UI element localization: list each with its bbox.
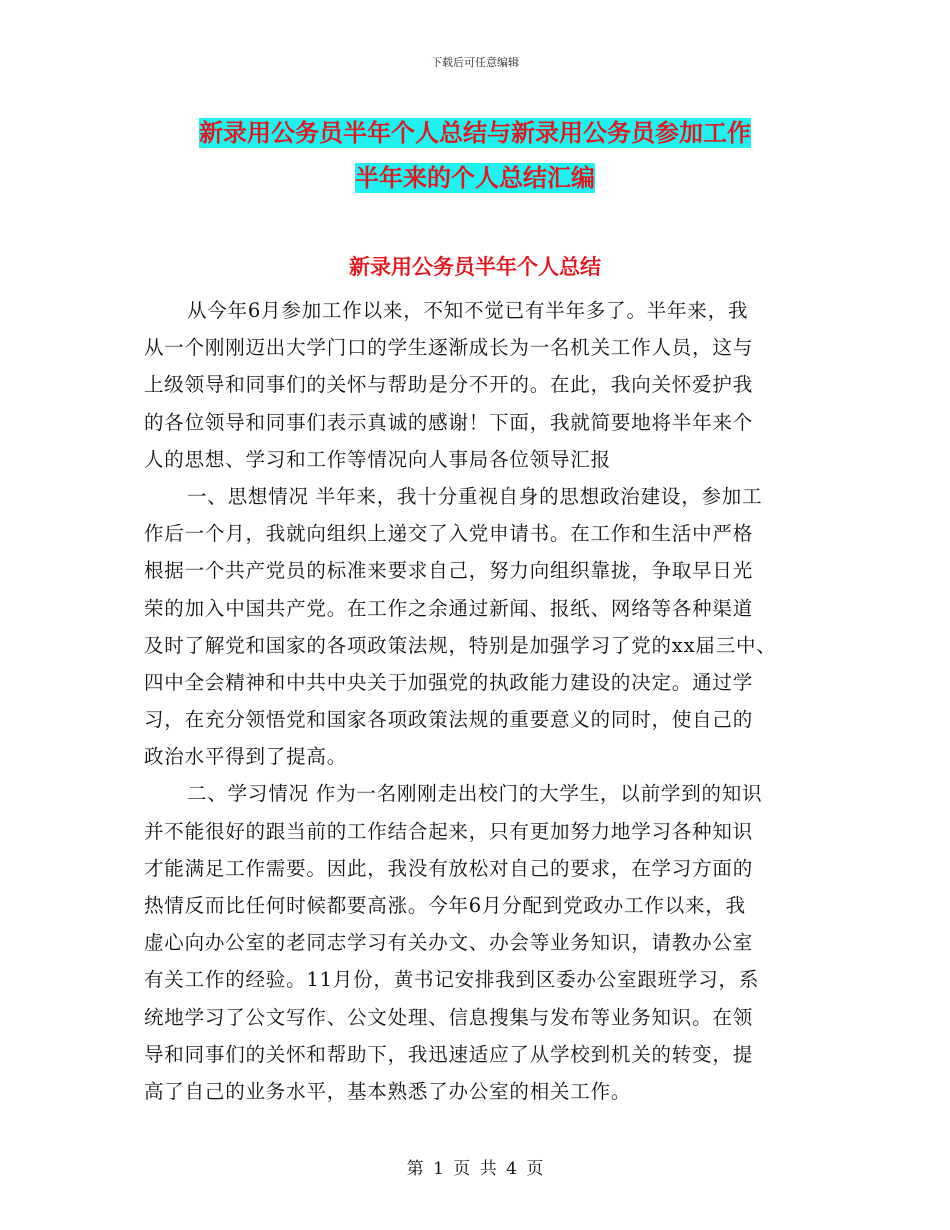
paragraph-line: 统地学习了公文写作、公文处理、信息搜集与发布等业务知识。在领 bbox=[144, 1005, 754, 1029]
header-note: 下载后可任意编辑 bbox=[431, 56, 519, 69]
paragraph-line: 虚心向办公室的老同志学习有关办文、办会等业务知识，请教办公室 bbox=[144, 931, 754, 955]
body-text bbox=[144, 292, 824, 1110]
paragraph-line: 上级领导和同事们的关怀与帮助是分不开的。在此，我向关怀爱护我 bbox=[144, 373, 754, 397]
document-title-text-2: 半年来的个人总结汇编 bbox=[355, 164, 595, 192]
paragraph-line: 二、学习情况 作为一名刚刚走出校门的大学生，以前学到的知识 bbox=[187, 782, 763, 806]
paragraph-line: 政治水平得到了提高。 bbox=[144, 745, 348, 769]
paragraph-line: 热情反而比任何时候都要高涨。今年6月分配到党政办工作以来，我 bbox=[144, 894, 746, 917]
paragraph-line: 荣的加入中国共产党。在工作之余通过新闻、报纸、网络等各种渠道 bbox=[144, 596, 754, 620]
paragraph-line: 从今年6月参加工作以来，不知不觉已有半年多了。半年来，我 bbox=[187, 299, 749, 322]
document-title-text-1: 新录用公务员半年个人总结与新录用公务员参加工作 bbox=[199, 119, 751, 147]
paragraph-line: 作后一个月，我就向组织上递交了入党申请书。在工作和生活中严格 bbox=[144, 522, 754, 546]
paragraph-line: 人的思想、学习和工作等情况向人事局各位领导汇报 bbox=[144, 447, 611, 471]
paragraph-line: 才能满足工作需要。因此，我没有放松对自己的要求，在学习方面的 bbox=[144, 856, 754, 880]
paragraph-line: 从一个刚刚迈出大学门口的学生逐渐成长为一名机关工作人员，这与 bbox=[144, 336, 754, 360]
page-footer: 第 1 页 共 4 页 bbox=[406, 1159, 544, 1179]
paragraph-line: 习，在充分领悟党和国家各项政策法规的重要意义的同时，使自己的 bbox=[144, 708, 754, 732]
paragraph-line: 一、思想情况 半年来，我十分重视自身的思想政治建设，参加工 bbox=[187, 484, 763, 508]
paragraph-line: 及时了解党和国家的各项政策法规，特别是加强学习了党的xx届三中、 bbox=[144, 633, 777, 657]
document-title-line-1 bbox=[0, 113, 950, 148]
paragraph-line: 四中全会精神和中共中央关于加强党的执政能力建设的决定。通过学 bbox=[144, 670, 754, 694]
paragraph-line: 根据一个共产党员的标准来要求自己，努力向组织靠拢，争取早日光 bbox=[144, 559, 754, 583]
paragraph-line: 高了自己的业务水平，基本熟悉了办公室的相关工作。 bbox=[144, 1079, 632, 1103]
document-title-line-2 bbox=[0, 158, 950, 193]
paragraph-line: 导和同事们的关怀和帮助下，我迅速适应了从学校到机关的转变，提 bbox=[144, 1042, 754, 1066]
paragraph-line: 有关工作的经验。11月份，黄书记安排我到区委办公室跟班学习，系 bbox=[144, 968, 760, 992]
section-title: 新录用公务员半年个人总结 bbox=[349, 255, 601, 279]
paragraph-line: 并不能很好的跟当前的工作结合起来，只有更加努力地学习各种知识 bbox=[144, 819, 754, 843]
paragraph-line: 的各位领导和同事们表示真诚的感谢！下面，我就简要地将半年来个 bbox=[144, 410, 754, 434]
